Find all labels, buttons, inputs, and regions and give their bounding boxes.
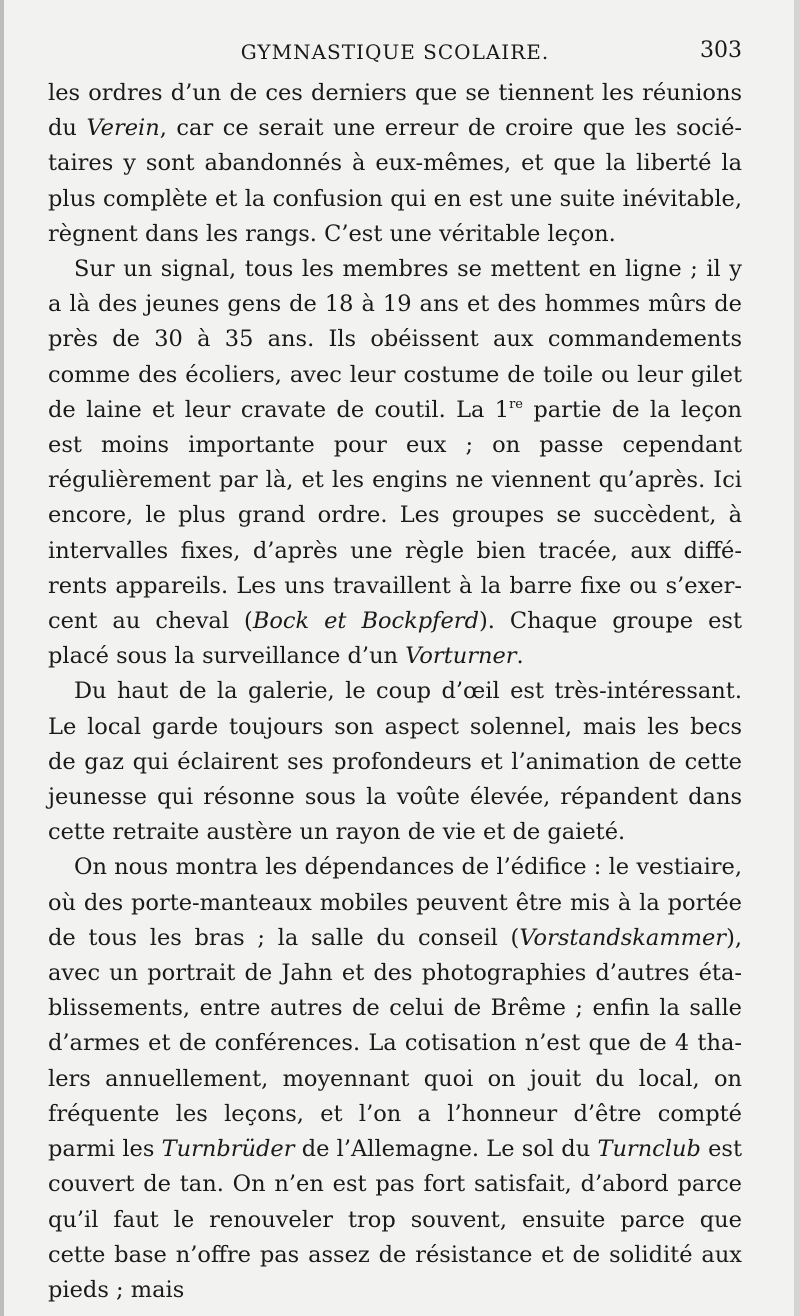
text-run: On nous montra les dépendances de l’édifice : le vestiaire, où des porte-manteaux mobiles peuvent être mis à la portée de tous les bras ; la salle du conseil (: [48, 854, 742, 951]
paragraph: [48, 252, 742, 674]
text-run: , car ce serait une erreur de croire que les sociétaires y sont abandonnés à eux-mêmes, et que la liberté la plus complète et la confusion qui en est une suite inévitable, règnent dans les rangs. C’est une véritable leçon.: [48, 115, 742, 247]
italic-term: Vorstandskammer: [519, 924, 727, 951]
page-header: [48, 38, 742, 68]
paragraph: [48, 850, 742, 1308]
text-run: de l’Allemagne. Le sol du: [294, 1136, 598, 1163]
paragraph: [48, 674, 742, 850]
text-run: Sur un signal, tous les membres se mettent en ligne ; il y a là des jeunes gens de 18 à 19 ans et des hommes mûrs de près de 30 à 35 ans. Ils obéissent aux commandements comme des écoliers, avec leur costume de toile ou leur gilet de laine et leur cravate de coutil. La 1: [48, 256, 742, 423]
text-run: ), avec un portrait de Jahn et des photographies d’autres établissements, entre autres de celui de Brême ; enfin la salle d’armes et de conférences. La cotisation n’est que de 4 thalers annuellement, moyennant quoi on jouit du local, on fréquente les leçons, et l’on a l’honneur d’être compté parmi les: [48, 924, 742, 1163]
body-text: [48, 76, 742, 1308]
italic-term: Turnbrüder: [161, 1136, 295, 1163]
superscript: re: [509, 396, 524, 412]
text-run: les ordres d’un de ces derniers que se tiennent les réunions du: [48, 80, 742, 142]
italic-term: Bock et Bockpferd: [252, 608, 479, 635]
italic-term: Vorturner: [405, 643, 517, 670]
page-number: 303: [700, 38, 742, 63]
text-run: partie de la leçon est moins importante pour eux ; on passe cependant régulièrement par là, et les engins ne viennent qu’après. Ici encore, le plus grand ordre. Les groupes se succèdent, à intervalles fixes, d’après une règle bien tracée, aux différents appareils. Les uns travaillent à la barre fixe ou s’exercent au cheval (: [48, 396, 743, 635]
text-run: .: [516, 643, 524, 670]
text-run: Du haut de la galerie, le coup d’œil est très-intéressant. Le local garde toujours son aspect solennel, mais les becs de gaz qui éclairent ses profondeurs et l’animation de cette jeunesse qui résonne sous la voûte élevée, répandent dans cette retraite austère un rayon de vie et de gaieté.: [48, 678, 742, 846]
running-head: GYMNASTIQUE SCOLAIRE.: [240, 40, 550, 64]
italic-term: Verein: [86, 115, 160, 142]
text-run: est couvert de tan. On n’en est pas fort satisfait, d’abord parce qu’il faut le renouveler trop souvent, ensuite parce que cette base n’offre pas assez de résistance et de solidité aux pieds ; mais: [48, 1136, 743, 1303]
italic-term: Turnclub: [597, 1136, 701, 1163]
paragraph: [48, 76, 742, 252]
page-right-edge: [794, 0, 800, 1316]
page-left-edge: [0, 0, 4, 1316]
text-run: ). Chaque groupe est placé sous la surveillance d’un: [48, 608, 742, 670]
